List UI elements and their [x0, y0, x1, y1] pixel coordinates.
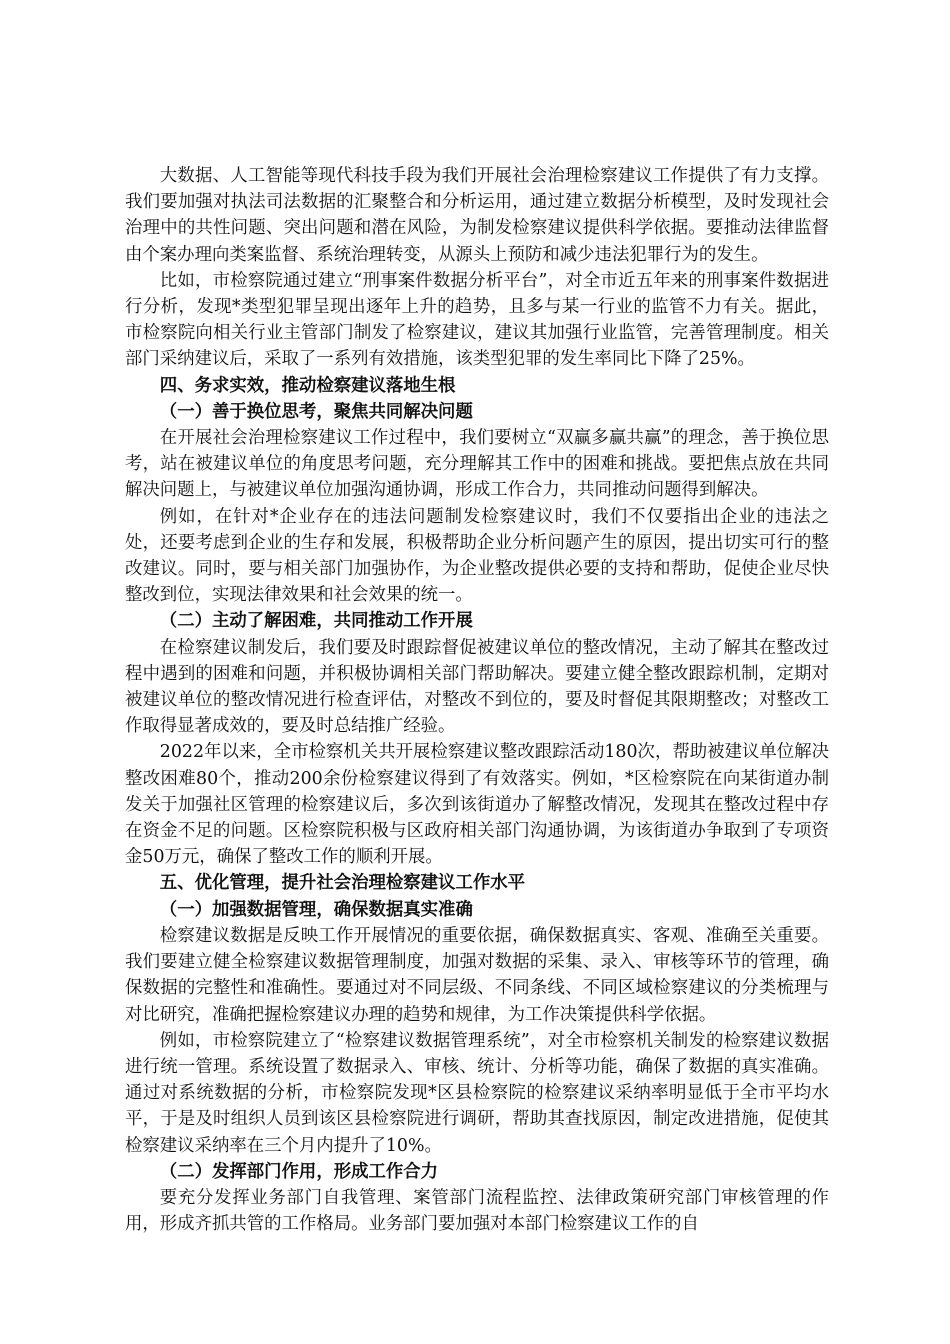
paragraph: 检察建议数据是反映工作开展情况的重要依据，确保数据真实、客观、准确至关重要。我们要建立健全检察建议数据管理制度，加强对数据的采集、录入、审核等环节的管理，确保数据的完整性和准确性。要通过对不同层级、不同条线、不同区域检察建议的分类梳理与对比研究，准确把握检察建议办理的趋势和规律，为工作决策提供科学依据。	[125, 925, 829, 1025]
paragraph: 比如，市检察院通过建立“刑事案件数据分析平台”，对全市近五年来的刑事案件数据进行分析，发现*类型犯罪呈现出逐年上升的趋势，且多与某一行业的监管不力有关。据此，市检察院向相关行业主管部门制发了检察建议，建议其加强行业监管，完善管理制度。相关部门采纳建议后，采取了一系列有效措施，该类型犯罪的发生率同比下降了25%。	[125, 270, 829, 370]
document-body	[125, 163, 829, 1237]
paragraph: 大数据、人工智能等现代科技手段为我们开展社会治理检察建议工作提供了有力支撑。我们要加强对执法司法数据的汇聚整合和分析运用，通过建立数据分析模型，及时发现社会治理中的共性问题、突出问题和潜在风险，为制发检察建议提供科学依据。要推动法律监督由个案办理向类案监督、系统治理转变，从源头上预防和减少违法犯罪行为的发生。	[125, 166, 829, 265]
paragraph: 例如，市检察院建立了“检察建议数据管理系统”，对全市检察机关制发的检察建议数据进行统一管理。系统设置了数据录入、审核、统计、分析等功能，确保了数据的真实准确。通过对系统数据的分析，市检察院发现*区县检察院的检察建议采纳率明显低于全市平均水平，于是及时组织人员到该区县检察院进行调研，帮助其查找原因，制定改进措施，促使其检察建议采纳率在三个月内提升了10%。	[125, 1030, 829, 1156]
section-heading: 五、优化管理，提升社会治理检察建议工作水平	[159, 873, 526, 894]
paragraph: 在开展社会治理检察建议工作过程中，我们要树立“双赢多赢共赢”的理念，善于换位思考，站在被建议单位的角度思考问题，充分理解其工作中的困难和挑战。要把焦点放在共同解决问题上，与被建议单位加强沟通协调，形成工作合力，共同推动问题得到解决。	[125, 428, 829, 501]
subsection-heading: （二）发挥部门作用，形成工作合力	[159, 1161, 439, 1182]
paragraph: 例如，在针对*企业存在的违法问题制发检察建议时，我们不仅要指出企业的违法之处，还要考虑到企业的生存和发展，积极帮助企业分析问题产生的原因，提出切实可行的整改建议。同时，要与相关部门加强协作，为企业整改提供必要的支持和帮助，促使企业尽快整改到位，实现法律效果和社会效果的统一。	[125, 506, 829, 606]
paragraph: 要充分发挥业务部门自我管理、案管部门流程监控、法律政策研究部门审核管理的作用，形成齐抓共管的工作格局。业务部门要加强对本部门检察建议工作的自	[125, 1187, 829, 1235]
paragraph: 2022年以来，全市检察机关共开展检察建议整改跟踪活动180次，帮助被建议单位解决整改困难80个，推动200余份检察建议得到了有效落实。例如，*区检察院在向某街道办制发关于加强社区管理的检察建议后，多次到该街道办了解整改情况，发现其在整改过程中存在资金不足的问题。区检察院积极与区政府相关部门沟通协调，为该街道办争取到了专项资金50万元，确保了整改工作的顺利开展。	[125, 742, 829, 868]
subsection-heading: （一）善于换位思考，聚焦共同解决问题	[159, 401, 473, 422]
subsection-heading: （二）主动了解困难，共同推动工作开展	[159, 611, 473, 632]
subsection-heading: （一）加强数据管理，确保数据真实准确	[159, 899, 473, 920]
section-heading: 四、务求实效，推动检察建议落地生根	[159, 375, 456, 396]
paragraph: 在检察建议制发后，我们要及时跟踪督促被建议单位的整改情况，主动了解其在整改过程中遇到的困难和问题，并积极协调相关部门帮助解决。要建立健全整改跟踪机制，定期对被建议单位的整改情况进行检查评估，对整改不到位的，要及时督促其限期整改；对整改工作取得显著成效的，要及时总结推广经验。	[125, 637, 829, 737]
